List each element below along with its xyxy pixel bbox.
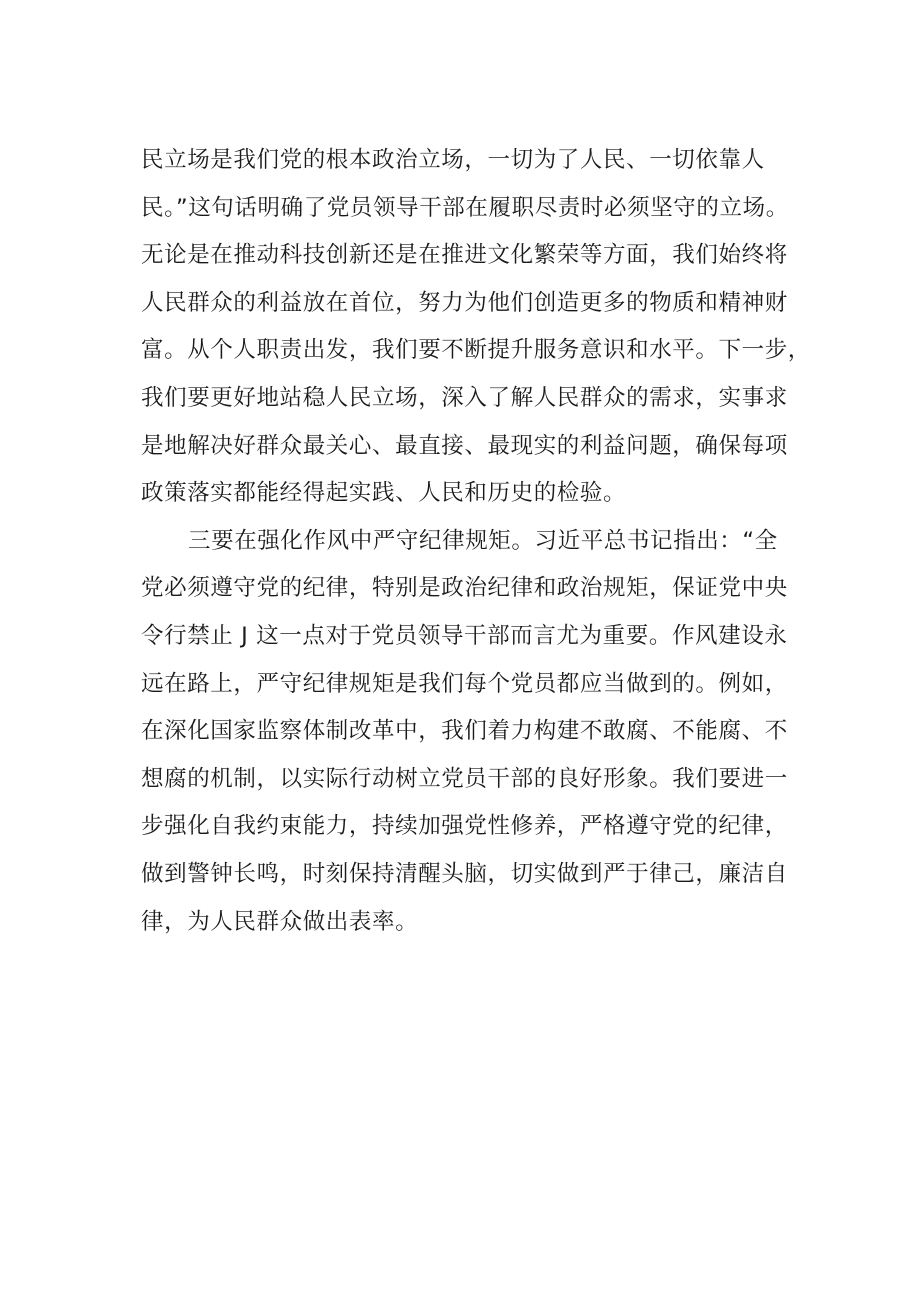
body-text: [141, 137, 811, 946]
text-line: 民立场是我们党的根本政治立场，一切为了人民、一切依靠人: [141, 147, 765, 173]
text-line: 我们要更好地站稳人民立场，深入了解人民群众的需求，实事求: [141, 384, 788, 411]
text-line: 民。”这句话明确了党员领导干部在履职尽责时必须坚守的立场。: [141, 194, 789, 221]
text-line: 做到警钟长鸣，时刻保持清醒头脑，切实做到严于律己，廉洁自: [141, 860, 788, 887]
text-line: 想腐的机制，以实际行动树立党员干部的良好形象。我们要进一: [141, 765, 788, 792]
text-line: 令行禁止 J 这一点对于党员领导干部而言尤为重要。作风建设永: [141, 622, 788, 649]
text-line: 在深化国家监察体制改革中，我们着力构建不敢腐、不能腐、不: [141, 718, 788, 745]
paragraph-start-line: 三要在强化作风中严守纪律规矩。习近平总书记指出：“全: [188, 527, 778, 554]
text-line: 是地解决好群众最关心、最直接、最现实的利益问题，确保每项: [141, 432, 788, 459]
text-line: 步强化自我约束能力，持续加强党性修养，严格遵守党的纪律，: [141, 813, 788, 840]
text-line: 政策落实都能经得起实践、人民和历史的检验。: [141, 480, 627, 507]
text-line: 党必须遵守党的纪律，特别是政治纪律和政治规矩，保证党中央: [141, 575, 788, 602]
text-line: 远在路上，严守纪律规矩是我们每个党员都应当做到的。例如，: [141, 670, 788, 697]
text-line: 律，为人民群众做出表率。: [141, 908, 419, 935]
text-line: 人民群众的利益放在首位，努力为他们创造更多的物质和精神财: [141, 289, 788, 316]
text-line: 无论是在推动科技创新还是在推进文化繁荣等方面，我们始终将: [141, 242, 788, 269]
text-line: 富。从个人职责出发，我们要不断提升服务意识和水平。下一步，: [141, 337, 811, 364]
